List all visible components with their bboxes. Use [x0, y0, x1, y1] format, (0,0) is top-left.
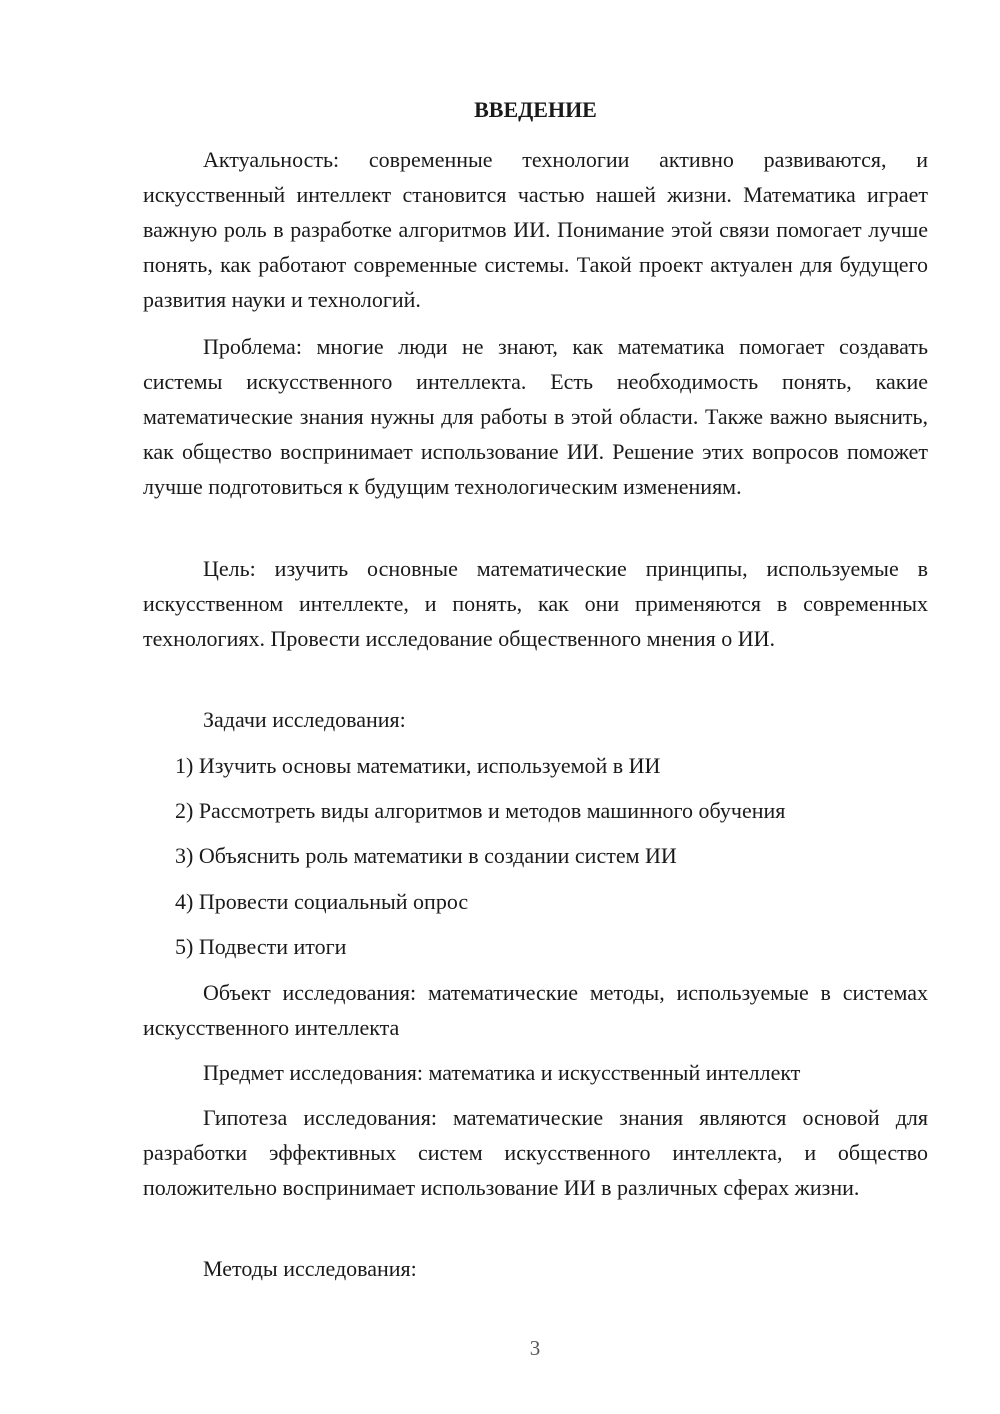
- task-item-5: 5) Подвести итоги: [175, 934, 347, 959]
- goal-paragraph: Цель: изучить основные математические принципы, используемые в искусственном интеллекте, и понять, как они применяются в современных технологиях. Провести исследование общественного мнения о ИИ.: [143, 556, 928, 651]
- methods-heading: Методы исследования:: [203, 1256, 417, 1281]
- page-number: 3: [529, 1336, 541, 1360]
- task-item-2: 2) Рассмотреть виды алгоритмов и методов машинного обучения: [175, 798, 786, 823]
- tasks-heading: Задачи исследования:: [203, 707, 406, 732]
- task-item-4: 4) Провести социальный опрос: [175, 889, 469, 914]
- problem-paragraph: Проблема: многие люди не знают, как математика помогает создавать системы искусственного интеллекта. Есть необходимость понять, какие математические знания нужны для работы в этой области. Также важно выяснить, как общество воспринимает использование ИИ. Решение этих вопросов поможет лучше подготовиться к будущим технологическим изменениям.: [143, 334, 928, 499]
- section-title: ВВЕДЕНИЕ: [474, 97, 597, 122]
- task-item-3: 3) Объяснить роль математики в создании систем ИИ: [175, 843, 677, 868]
- task-item-1: 1) Изучить основы математики, используемой в ИИ: [175, 753, 661, 778]
- object-paragraph: Объект исследования: математические методы, используемые в системах искусственного интеллекта: [143, 980, 928, 1040]
- subject-paragraph: Предмет исследования: математика и искусственный интеллект: [203, 1060, 801, 1085]
- relevance-paragraph: Актуальность: современные технологии активно развиваются, и искусственный интеллект становится частью нашей жизни. Математика играет важную роль в разработке алгоритмов ИИ. Понимание этой связи помогает лучше понять, как работают современные системы. Такой проект актуален для будущего развития науки и технологий.: [143, 147, 928, 312]
- hypothesis-paragraph: Гипотеза исследования: математические знания являются основой для разработки эффективных систем искусственного интеллекта, и общество положительно воспринимает использование ИИ в различных сферах жизни.: [143, 1105, 928, 1200]
